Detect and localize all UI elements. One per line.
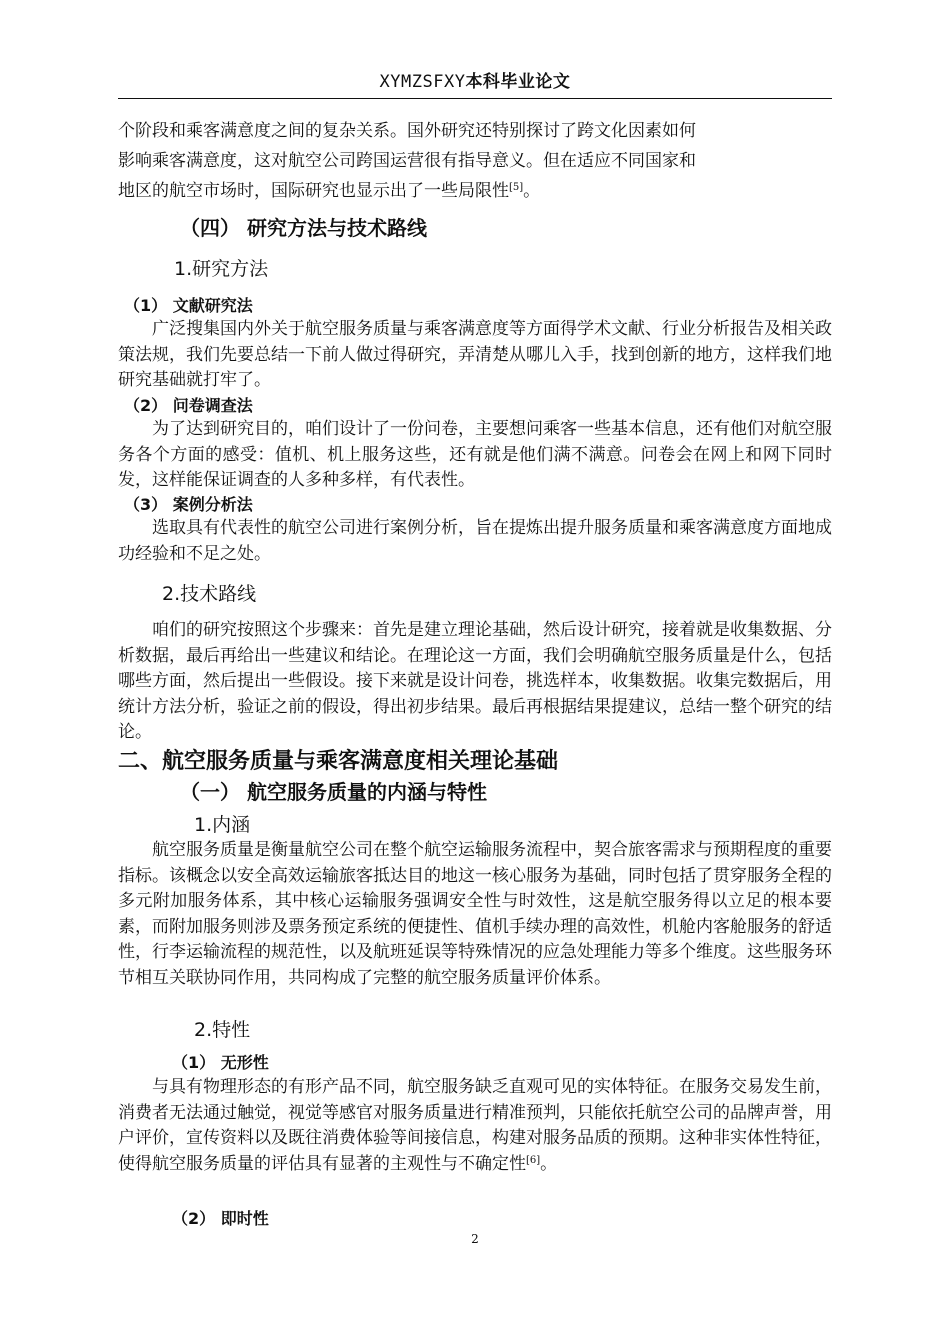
methods-title: 1.研究方法 [174,258,269,280]
method-2-label: （2） 问卷调查法 [124,396,253,415]
section-1-title: （一） 航空服务质量的内涵与特性 [180,780,487,804]
method-1-label: （1） 文献研究法 [124,296,253,315]
feature-1-text: 与具有物理形态的有形产品不同，航空服务缺乏直观可见的实体特征。在服务交易发生前，消费者无法通过触觉，视觉等感官对服务质量进行精准预判，只能依托航空公司的品牌声誉，用户评价，宣传资料以及既往消费体验等间接信息，构建对服务品质的预期。这种非实体性特征，使得航空服务质量的评估具有显著的主观性与不确定性[6]。 [118,1077,832,1174]
header-title: 本科毕业论文 [465,72,571,92]
section-4-title: （四） 研究方法与技术路线 [180,216,427,240]
intro-line-3: 地区的航空市场时，国际研究也显示出了一些局限性[5]。 [118,181,541,201]
header-code: XYMZSFXY [379,72,466,92]
intro-line-2: 影响乘客满意度，这对航空公司跨国运营很有指导意义。但在适应不同国家和 [118,151,696,171]
header-rule [118,98,832,99]
method-3-text: 选取具有代表性的航空公司进行案例分析，旨在提炼出提升服务质量和乘客满意度方面地成功经验和不足之处。 [118,518,832,564]
tech-route-title: 2.技术路线 [162,583,257,605]
intro-line-1: 个阶段和乘客满意度之间的复杂关系。国外研究还特别探讨了跨文化因素如何 [118,121,696,141]
citation-6: [6] [526,1154,541,1166]
method-1-text: 广泛搜集国内外关于航空服务质量与乘客满意度等方面得学术文献、行业分析报告及相关政策法规，我们先要总结一下前人做过得研究，弄清楚从哪儿入手，找到创新的地方，这样我们地研究基础就打牢了。 [118,319,832,390]
method-2-text: 为了达到研究目的，咱们设计了一份问卷，主要想问乘客一些基本信息，还有他们对航空服务各个方面的感受：值机、机上服务这些，还有就是他们满不满意。问卷会在网上和网下同时发，这样能保证调查的人多种多样，有代表性。 [118,419,832,490]
citation-5: [5] [509,182,524,193]
connotation-text: 航空服务质量是衡量航空公司在整个航空运输服务流程中，契合旅客需求与预期程度的重要指标。该概念以安全高效运输旅客抵达目的地这一核心服务为基础，同时包括了贯穿服务全程的多元附加服务体系，其中核心运输服务强调安全性与时效性，这是航空服务得以立足的根本要素，而附加服务则涉及票务预定系统的便捷性、值机手续办理的高效性，机舱内客舱服务的舒适性，行李运输流程的规范性，以及航班延误等特殊情况的应急处理能力等多个维度。这些服务环节相互关联协同作用，共同构成了完整的航空服务质量评价体系。 [118,840,832,988]
chapter-2-title: 二、航空服务质量与乘客满意度相关理论基础 [118,749,559,774]
connotation-title: 1.内涵 [194,814,251,836]
feature-1-label: （1） 无形性 [172,1053,269,1072]
features-title: 2.特性 [194,1019,251,1041]
page-header [118,70,832,94]
feature-2-label: （2） 即时性 [172,1209,269,1228]
method-3-label: （3） 案例分析法 [124,495,253,514]
intro-paragraph [118,116,696,206]
page-number: 2 [471,1232,479,1246]
tech-route-text: 咱们的研究按照这个步骤来：首先是建立理论基础，然后设计研究，接着就是收集数据、分析数据，最后再给出一些建议和结论。在理论这一方面，我们会明确航空服务质量是什么，包括哪些方面，然后提出一些假设。接下来就是设计问卷，挑选样本，收集数据。收集完数据后，用统计方法分析，验证之前的假设，得出初步结果。最后再根据结果提建议，总结一整个研究的结论。 [118,620,832,742]
